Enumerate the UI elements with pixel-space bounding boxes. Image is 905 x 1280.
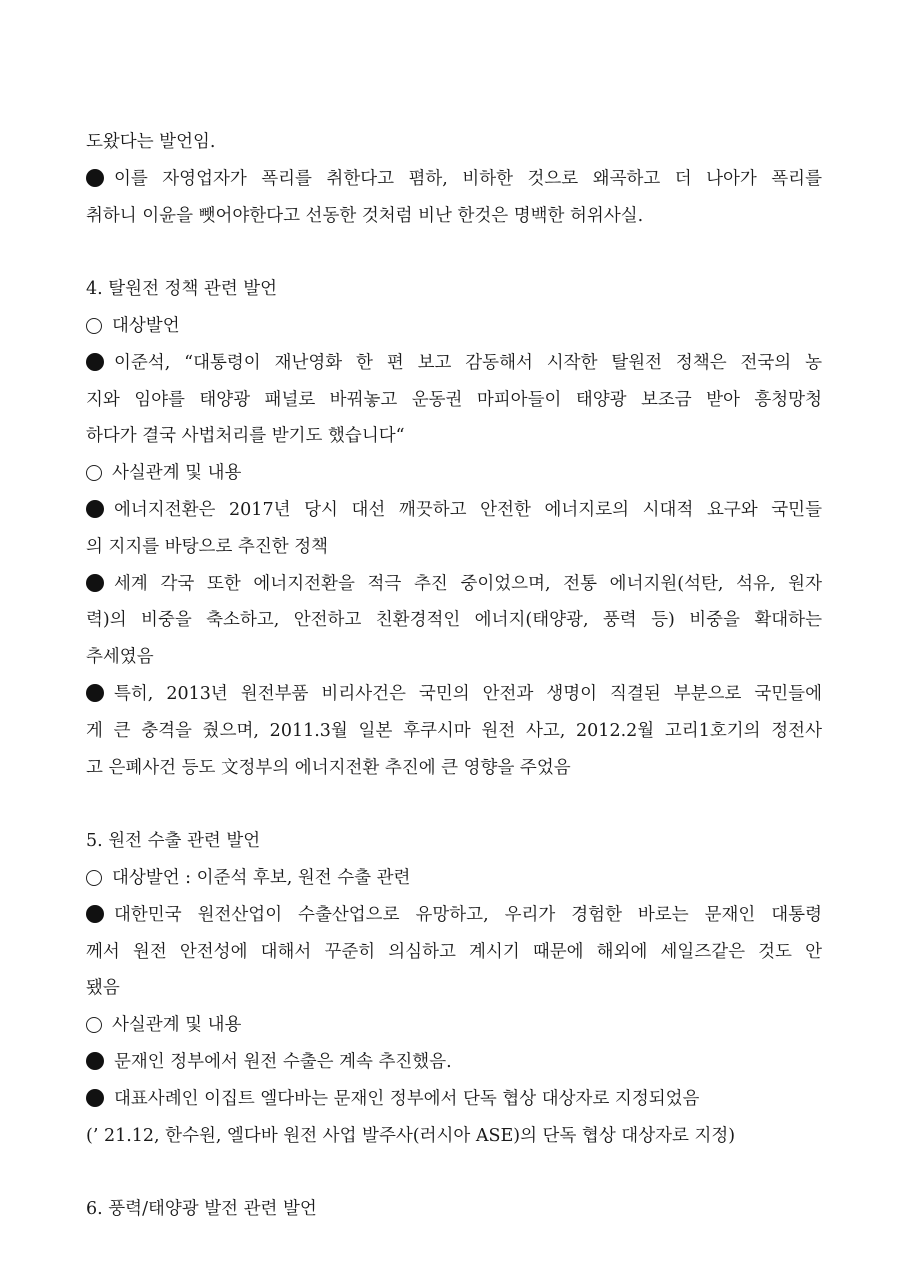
blank-line <box>86 1154 822 1191</box>
text-line: 됐음 <box>86 978 120 999</box>
text-line: 도왔다는 발언임. <box>86 132 216 152</box>
subheading-line: 사실관계 및 내용 <box>86 1007 822 1044</box>
bullet-line: 대표사례인 이집트 엘다바는 문재인 정부에서 단독 협상 대상자로 지정되었음 <box>86 1081 822 1118</box>
blank-line <box>86 234 822 271</box>
text-line: 력)의 비중을 축소하고, 안전하고 친환경적인 에너지(태양광, 풍력 등) 비중을 확대하는 <box>86 610 822 631</box>
filled-circle-bullet-icon <box>86 1052 104 1070</box>
document-page <box>86 124 822 1228</box>
hollow-circle-bullet-icon <box>86 1017 102 1033</box>
blank-line <box>86 786 822 823</box>
hollow-circle-bullet-icon <box>86 318 102 334</box>
text-line: 게 큰 충격을 줬으며, 2011.3월 일본 후쿠시마 원전 사고, 2012.2월 고리1호기의 정전사 <box>86 720 822 741</box>
filled-circle-bullet-icon <box>86 353 104 371</box>
text-line: 지와 임야를 태양광 패널로 바꿔놓고 운동권 마피아들이 태양광 보조금 받아 흥청망청 <box>86 389 822 410</box>
hollow-circle-bullet-icon <box>86 870 102 886</box>
bullet-line: 에너지전환은 2017년 당시 대선 깨끗하고 안전한 에너지로의 시대적 요구와 국민들 <box>86 492 822 529</box>
filled-circle-bullet-icon <box>86 500 104 518</box>
text-line: 께서 원전 안전성에 대해서 꾸준히 의심하고 계시기 때문에 해외에 세일즈같은 것도 안 <box>86 941 822 962</box>
bullet-line: 세계 각국 또한 에너지전환을 적극 추진 중이었으며, 전통 에너지원(석탄, 석유, 원자 <box>86 566 822 603</box>
bullet-line: 이를 자영업자가 폭리를 취한다고 폄하, 비하한 것으로 왜곡하고 더 나아가 폭리를 <box>86 161 822 198</box>
text-line: 취하니 이윤을 뺏어야한다고 선동한 것처럼 비난 한것은 명백한 허위사실. <box>86 205 644 226</box>
text-line: 고 은폐사건 등도 文정부의 에너지전환 추진에 큰 영향을 주었음 <box>86 757 571 778</box>
section-heading-4: 4. 탈원전 정책 관련 발언 <box>86 279 278 300</box>
filled-circle-bullet-icon <box>86 684 104 702</box>
text-line: 하다가 결국 사법처리를 받기도 했습니다“ <box>86 426 405 447</box>
filled-circle-bullet-icon <box>86 905 104 923</box>
hollow-circle-bullet-icon <box>86 465 102 481</box>
bullet-line: 문재인 정부에서 원전 수출은 계속 추진했음. <box>86 1044 822 1081</box>
section-heading-6: 6. 풍력/태양광 발전 관련 발언 <box>86 1199 317 1220</box>
text-line: (’ 21.12, 한수원, 엘다바 원전 사업 발주사(러시아 ASE)의 단독 협상 대상자로 지정) <box>86 1125 736 1146</box>
subheading-line: 대상발언 : 이준석 후보, 원전 수출 관련 <box>86 860 822 897</box>
text-line: 의 지지를 바탕으로 추진한 정책 <box>86 536 329 557</box>
bullet-line: 대한민국 원전산업이 수출산업으로 유망하고, 우리가 경험한 바로는 문재인 대통령 <box>86 897 822 934</box>
filled-circle-bullet-icon <box>86 1089 104 1107</box>
subheading-line: 대상발언 <box>86 308 822 345</box>
subheading-line: 사실관계 및 내용 <box>86 455 822 492</box>
filled-circle-bullet-icon <box>86 574 104 592</box>
filled-circle-bullet-icon <box>86 169 104 187</box>
section-heading-5: 5. 원전 수출 관련 발언 <box>86 831 261 852</box>
text-line: 추세였음 <box>86 647 154 668</box>
bullet-line: 특히, 2013년 원전부품 비리사건은 국민의 안전과 생명이 직결된 부분으로 국민들에 <box>86 676 822 713</box>
bullet-line: 이준석, “대통령이 재난영화 한 편 보고 감동해서 시작한 탈원전 정책은 전국의 농 <box>86 345 822 382</box>
